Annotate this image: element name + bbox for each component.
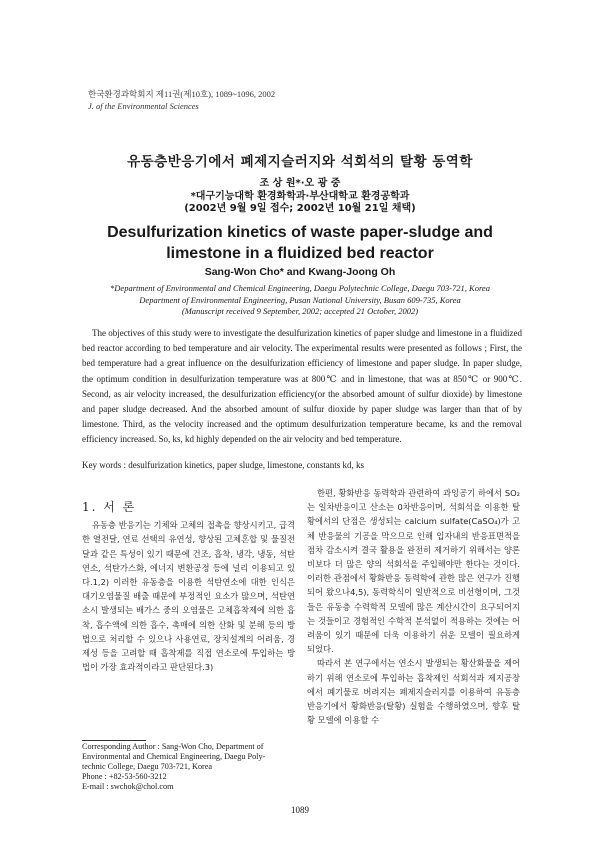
authors-korean-block <box>0 178 600 216</box>
footnote-email: E-mail : swchok@chol.com <box>82 782 174 791</box>
received-korean: (2002년 9월 9일 접수; 2002년 10월 21일 채택) <box>184 203 416 214</box>
affiliation-english-1: *Department of Environmental and Chemical Engineering, Daegu Polytechnic College, Daegu 703-721, Korea <box>110 283 490 293</box>
footnote-divider <box>82 740 146 741</box>
keywords: Key words : desulfurization kinetics, paper sludge, limestone, constants kd, ks <box>82 460 364 470</box>
footnote-line-1: Corresponding Author : Sang-Won Cho, Department of <box>82 742 264 751</box>
footnote-line-2: Environmental and Chemical Engineering, Daegu Poly- <box>82 752 266 761</box>
abstract: The objectives of this study were to investigate the desulfurization kinetics of paper sludge and limestone in a fluidized bed reactor according to bed temperature and air velocity. The experimental results were presented as follows ; First, the bed temperature had a great influence on the desulfurization efficiency of limestone and paper sludge. In paper sludge, the optimum condition in desulfurization temperature was at 800℃ and in limestone, that was at 850℃ or 900℃. Second, as air velocity increased, the desulfurization efficiency(or the absorbed amount of sulfur dioxide) by limestone and paper sludge decreased. And the absorbed amount of sulfur dioxide by paper sludge was larger than that of by limestone. Third, as the velocity increased and the optimum desulfurization temperature became, ks and the removal efficiency increased. So, ks, kd highly depended on the air velocity and bed temperature. <box>82 328 522 445</box>
affiliation-english-block <box>0 283 600 318</box>
introduction-paragraph-2: 한편, 황화반응 동력학과 관련하여 과잉공기 하에서 SO₂는 일차반응이고 산소는 0차반응이며, 석회석을 이용한 탈황에서의 단점은 생성되는 calcium sulfate(CaSO₄)가 고체 반응물의 기공을 막으므로 인해 입자내의 반응표면적을 점차 감소시켜 결국 활용을 완전히 제거하기 위해서는 양론비보다 더 많은 양의 석회석을 주입해야만 한다는 것이다. 이러한 관점에서 황화반응 동력학에 관한 많은 연구가 진행되어 왔으나4,5), 동력학식이 일반적으로 비선형이며, 그것들은 유동층 수력학적 모델에 많은 계산시간이 요구되어지는 것들이고 경험적인 수학적 분석없이 적용하는 것에는 어려움이 있기 때문에 더욱 이용하기 쉬운 모델이 필요하게 되었다. <box>307 488 520 655</box>
title-english-line2: limestone in a fluidized bed reactor <box>166 245 434 262</box>
corresponding-author-footnote <box>82 742 297 792</box>
left-column <box>82 500 295 674</box>
footnote-phone: Phone : +82-53-560-3212 <box>82 772 167 781</box>
section-heading-introduction: 1. 서 론 <box>82 500 137 514</box>
received-english: (Manuscript received 9 September, 2002; accepted 21 October, 2002) <box>181 306 419 316</box>
journal-name-en: J. of the Environmental Sciences <box>88 101 199 111</box>
footnote-line-3: technic College, Daegu 703-721, Korea <box>82 762 213 771</box>
title-english-line1: Desulfurization kinetics of waste paper-sludge and <box>107 224 493 241</box>
title-korean: 유동층반응기에서 폐제지슬러지와 석회석의 탈황 동역학 <box>127 154 473 170</box>
authors-korean: 조 상 원*·오 광 중 <box>259 178 341 189</box>
journal-header <box>88 88 275 112</box>
title-english <box>0 222 600 264</box>
right-column <box>307 486 520 727</box>
introduction-paragraph-3: 따라서 본 연구에서는 연소시 발생되는 황산화물을 제어하기 위해 연소로에 투입하는 흡착제인 석회석과 제지공장에서 폐기물로 버려지는 폐제지슬러지를 이용하여 유동층반응기에서 황화반응(탈황) 실험을 수행하였으며, 향후 탈황 모델에 이용할 수 <box>307 658 520 726</box>
authors-english: Sang-Won Cho* and Kwang-Joong Oh <box>204 266 396 278</box>
journal-citation-kr: 한국환경과학회지 제11권(제10호), 1089~1096, 2002 <box>88 89 276 99</box>
affiliation-english-2: Department of Environmental Engineering, Pusan National University, Busan 609-735, Korea <box>139 294 461 305</box>
affiliation-korean: *대구기능대학 환경화학과·부산대학교 환경공학과 <box>190 190 410 202</box>
introduction-paragraph-1: 유동층 반응기는 기체와 고체의 접촉을 향상시키고, 급격한 열전달, 연료 선택의 유연성, 향상된 고체혼합 및 물질전달과 같은 특성이 있기 때문에 건조, 흡착, 냉각, 냉동, 석탄연소, 석탄가스화, 에너지 변환공정 등에 널리 이용되고 있다.1,2) 이러한 유동층을 이용한 석탄연소에 대한 인식은 대기오염물질 배출 때문에 부정적인 요소가 많으며, 석탄연소시 발생되는 배가스 중의 오염물은 고체흡착제에 의한 흡착, 흡수액에 의한 흡수, 촉매에 의한 산화 및 분해 등의 방법으로 처리할 수 있으나 사용연료, 장치설계의 어려움, 경제성 등을 고려할 때 흡착제를 직접 연소로에 투입하는 방법이 가장 효과적이라고 판단된다.3) <box>82 520 295 673</box>
page-number: 1089 <box>291 805 309 815</box>
